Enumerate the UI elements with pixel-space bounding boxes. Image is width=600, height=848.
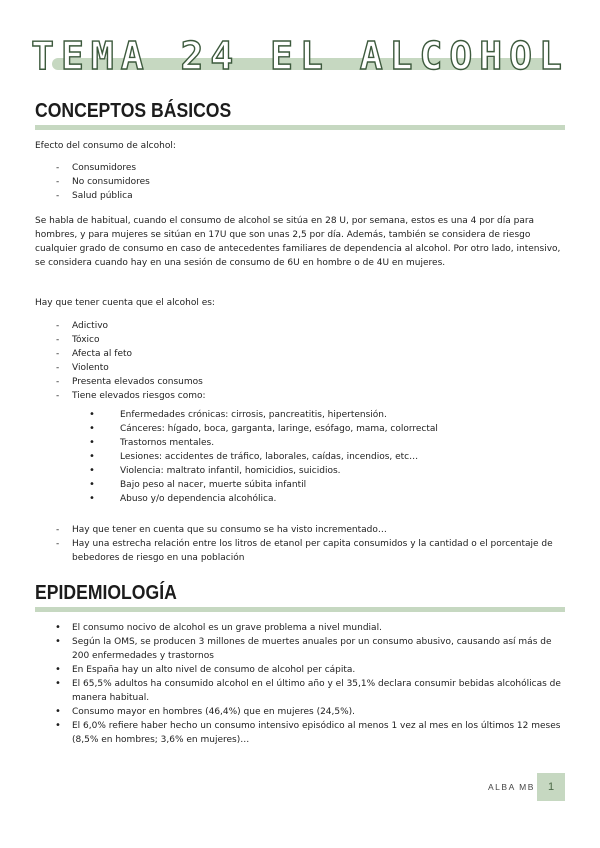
section-heading-epidemiologia: EPIDEMIOLOGÍA <box>35 582 177 604</box>
list-item: • Trastornos mentales. <box>35 436 570 450</box>
list-item: - Afecta al feto <box>35 347 570 361</box>
consumer-types-list <box>35 161 570 203</box>
list-item: • Lesiones: accidentes de tráfico, laborales, caídas, incendios, etc… <box>35 450 570 464</box>
list-item: - Hay una estrecha relación entre los litros de etanol per capita consumidos y la cantidad o el porcentaje de bebedores de riesgo en una población <box>35 537 570 565</box>
list-item: - No consumidores <box>35 175 570 189</box>
list-item: - Presenta elevados consumos <box>35 375 570 389</box>
epidemiology-list <box>35 621 570 747</box>
list-item: - Tiene elevados riesgos como: <box>35 389 570 403</box>
list-item: • Según la OMS, se producen 3 millones de muertes anuales por un consumo abusivo, causando así más de 200 enfermedades y trastornos <box>35 635 570 663</box>
list-item: - Adictivo <box>35 319 570 333</box>
list-item: • Cánceres: hígado, boca, garganta, laringe, esófago, mama, colorrectal <box>35 422 570 436</box>
risks-list <box>35 408 570 506</box>
list-item: - Consumidores <box>35 161 570 175</box>
habitual-consumption-paragraph: Se habla de habitual, cuando el consumo de alcohol se sitúa en 28 U, por semana, estos es una 4 por día para hombres, y para mujeres se sitúan en 17U que son unas 2,5 por día. Además, también se considera de riesgo cualquier grado de consumo en caso de antecedentes familiares de dependencia al alcohol. Por otro lado, intensivo, se considera cuando hay en una sesión de consumo de 6U en hombre o de 4U en mujeres. <box>35 216 561 268</box>
list-item: • El consumo nocivo de alcohol es un grave problema a nivel mundial. <box>35 621 570 635</box>
heading-underline <box>35 607 565 612</box>
list-item: • El 65,5% adultos ha consumido alcohol en el último año y el 35,1% declara consumir bebidas alcohólicas de manera habitual. <box>35 677 570 705</box>
list-item: • Abuso y/o dependencia alcohólica. <box>35 492 570 506</box>
list-item: - Hay que tener en cuenta que su consumo se ha visto incrementado… <box>35 523 570 537</box>
list-item: • Bajo peso al nacer, muerte súbita infantil <box>35 478 570 492</box>
list-item: • Violencia: maltrato infantil, homicidios, suicidios. <box>35 464 570 478</box>
heading-underline <box>35 125 565 130</box>
page-number: 1 <box>537 773 565 801</box>
author-name: ALBA MB <box>488 782 535 792</box>
list-item: • En España hay un alto nivel de consumo de alcohol per cápita. <box>35 663 570 677</box>
list-item: • Consumo mayor en hombres (46,4%) que en mujeres (24,5%). <box>35 705 570 719</box>
extra-notes-list <box>35 523 570 565</box>
alcohol-traits-list <box>35 319 570 403</box>
section-heading-conceptos: CONCEPTOS BÁSICOS <box>35 100 232 122</box>
list-item: • El 6,0% refiere haber hecho un consumo intensivo episódico al menos 1 vez al mes en los últimos 12 meses (8,5% en hombres; 3,6% en mujeres)… <box>35 719 570 747</box>
list-item: • Enfermedades crónicas: cirrosis, pancreatitis, hipertensión. <box>35 408 570 422</box>
conceptos-intro: Efecto del consumo de alcohol: <box>35 141 176 151</box>
page-title: TEMA 24 EL ALCOHOL <box>31 34 569 78</box>
list-item: - Tóxico <box>35 333 570 347</box>
list-item: - Violento <box>35 361 570 375</box>
list-item: - Salud pública <box>35 189 570 203</box>
traits-intro: Hay que tener cuenta que el alcohol es: <box>35 298 215 308</box>
